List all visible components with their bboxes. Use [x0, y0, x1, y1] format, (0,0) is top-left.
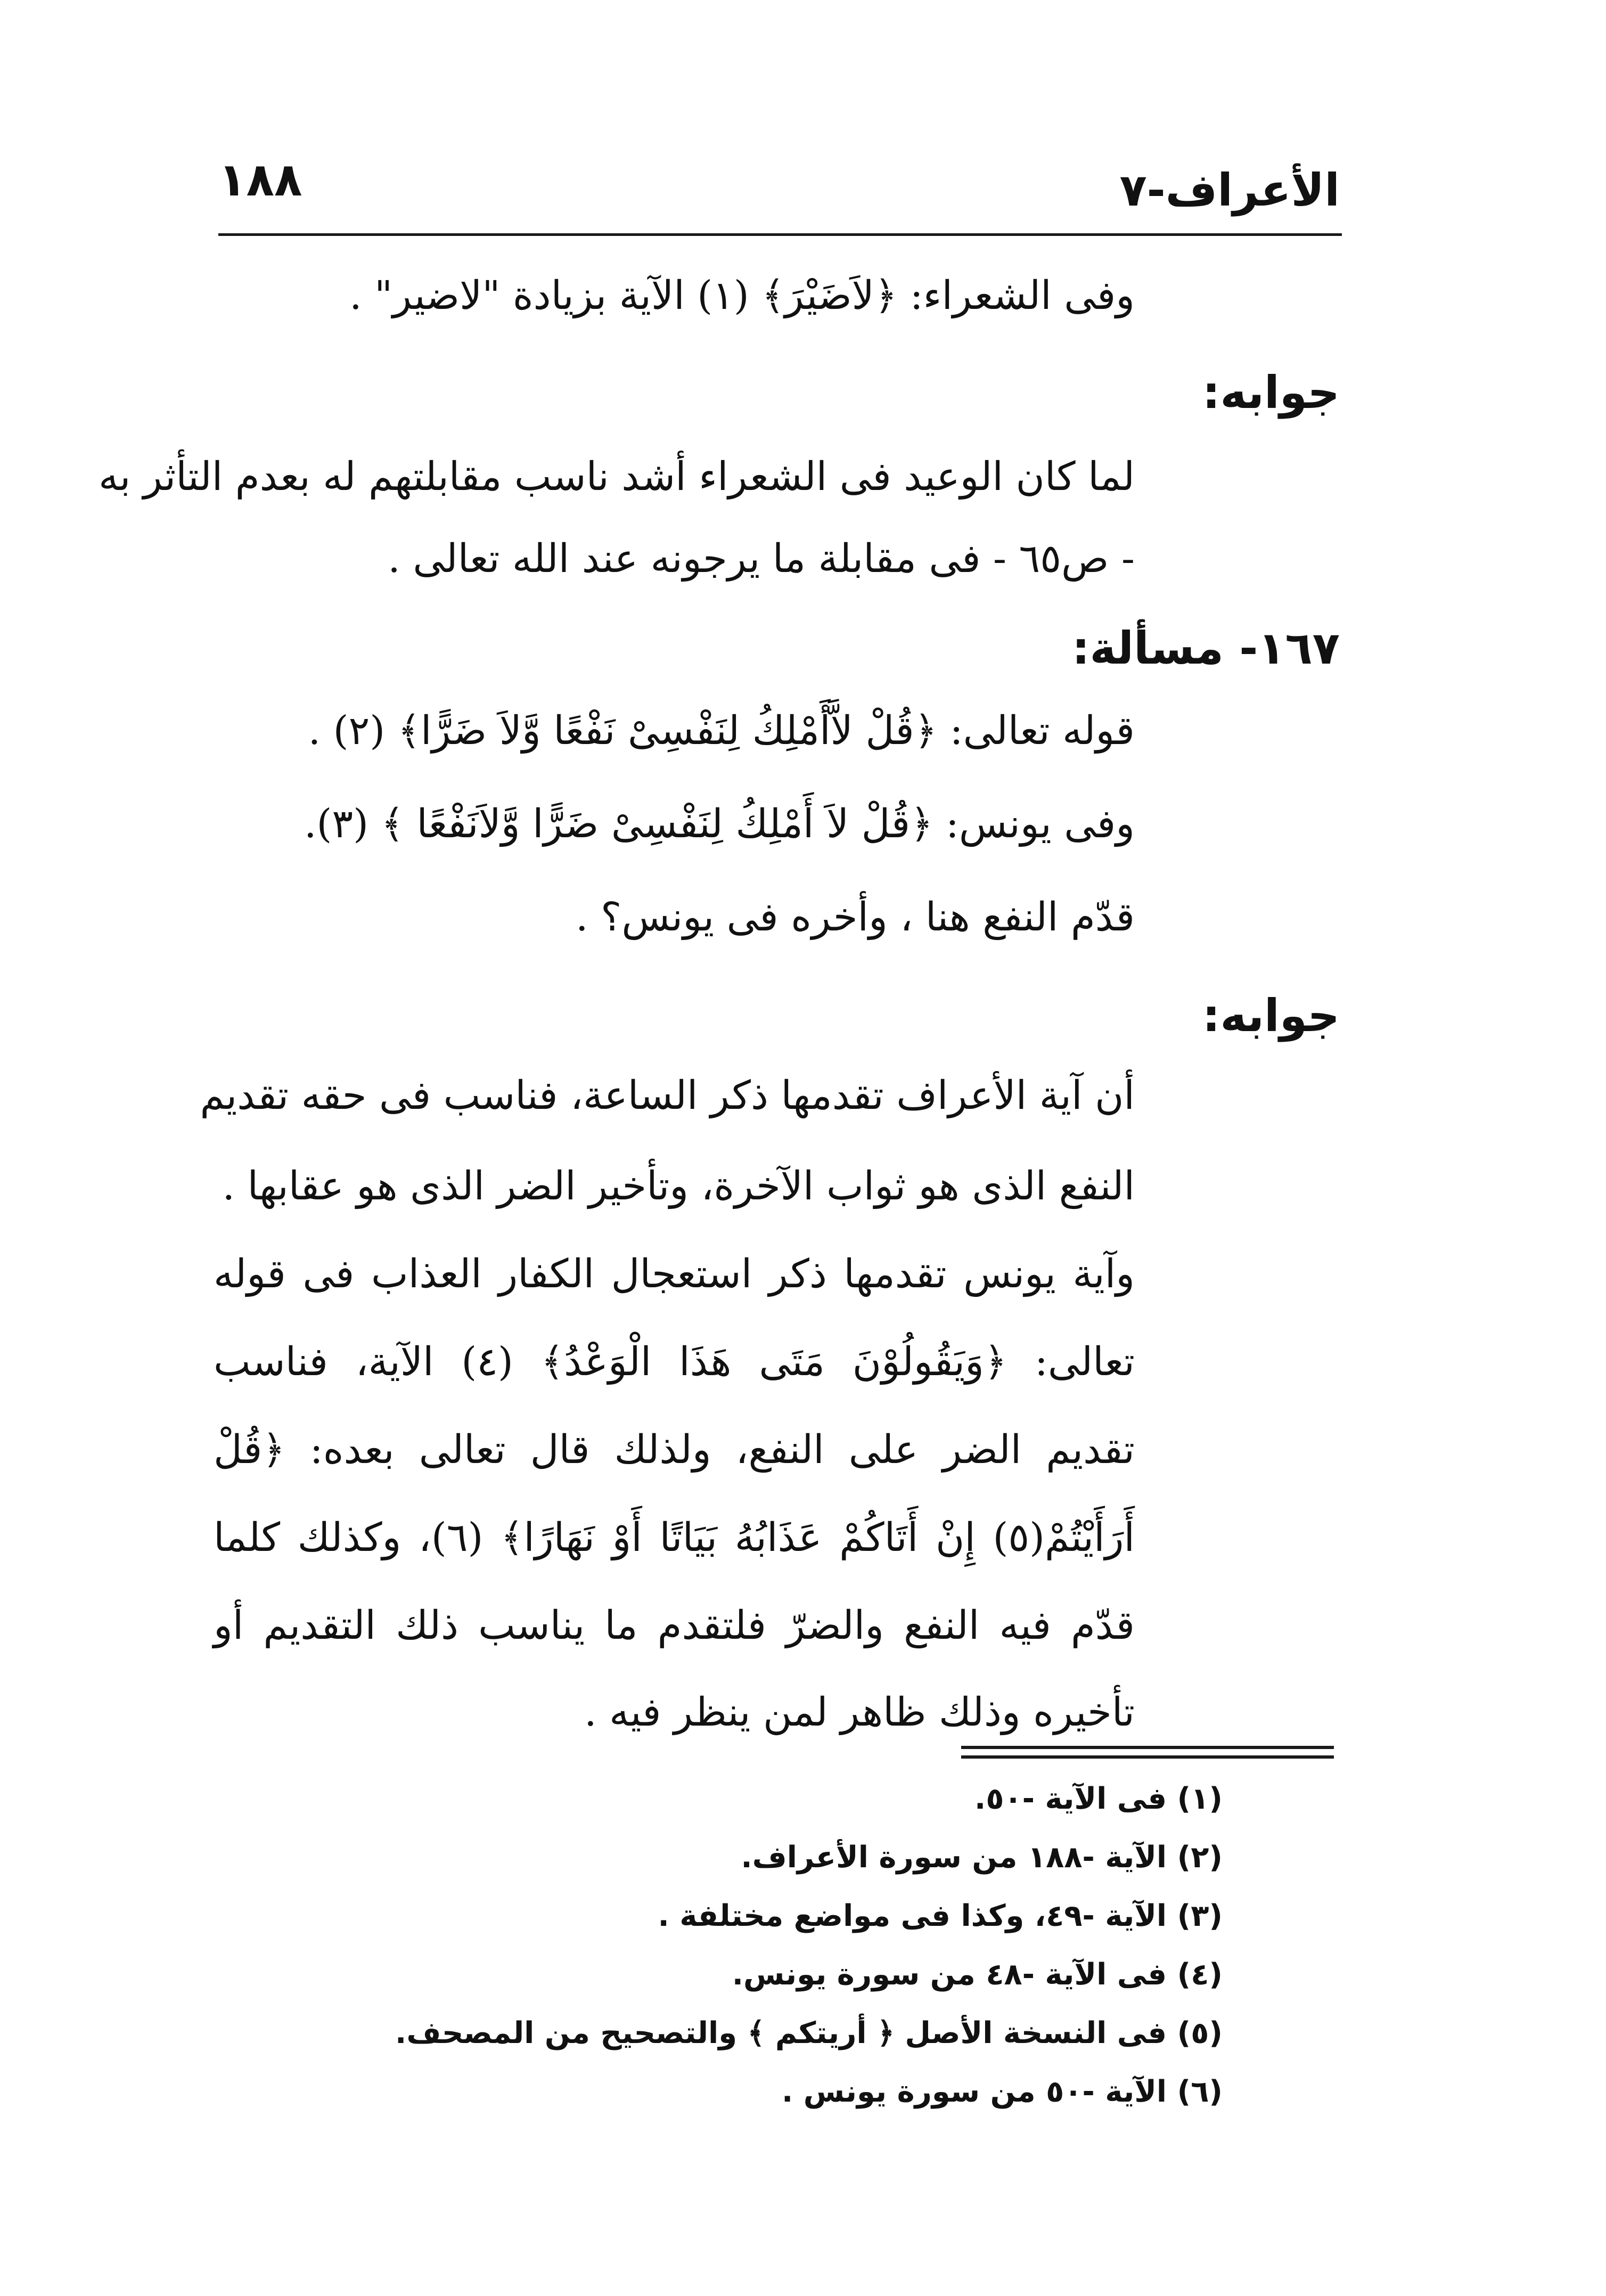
footnote: (٤) فى الآية -٤٨ من سورة يونس. — [732, 1957, 1223, 1992]
question-heading: ١٦٧- مسألة: — [1071, 622, 1340, 674]
text-line: تعالى: ﴿وَيَقُولُوْنَ مَتَى هَذَا الْوَعْدُ﴾ (٤) الآية، فناسب — [214, 1339, 1135, 1385]
text-line: تقديم الضر على النفع، ولذلك قال تعالى بعده: ﴿قُلْ — [214, 1427, 1135, 1473]
footnote: (٥) فى النسخة الأصل ﴿ أريتكم ﴾ والتصحيح من المصحف. — [395, 2016, 1223, 2050]
footnote: (١) فى الآية -٥٠. — [974, 1782, 1223, 1816]
text-line: - ص٦٥ - فى مقابلة ما يرجونه عند الله تعالى . — [388, 536, 1135, 582]
running-title: الأعراف-٧ — [1119, 164, 1340, 216]
text-line: أَرَأَيْتُمْ(٥) إِنْ أَتَاكُمْ عَذَابُهُ بَيَاتًا أَوْ نَهَارًا﴾ (٦)، وكذلك كلما — [214, 1515, 1135, 1560]
answer-heading: جوابه: — [1202, 366, 1340, 419]
text-line: وفى يونس: ﴿قُلْ لاَ أَمْلِكُ لِنَفْسِىْ ضَرًّا وَّلاَنَفْعًا ﴾ (٣). — [304, 801, 1135, 847]
footnote-rule — [961, 1746, 1334, 1749]
footnote-rule — [961, 1755, 1334, 1759]
text-line: قوله تعالى: ﴿قُلْ لاَّأَمْلِكُ لِنَفْسِىْ نَفْعًا وَّلاَ ضَرًّا﴾ (٢) . — [308, 708, 1135, 754]
text-line: أن آية الأعراف تقدمها ذكر الساعة، فناسب فى حقه تقديم — [200, 1073, 1135, 1118]
footnote: (٢) الآية -١٨٨ من سورة الأعراف. — [741, 1840, 1223, 1875]
text-line: لما كان الوعيد فى الشعراء أشد ناسب مقابلتهم له بعدم التأثر به — [99, 454, 1135, 500]
text-line: وفى الشعراء: ﴿لاَضَيْرَ﴾ (١) الآية بزيادة "لاضير" . — [349, 273, 1135, 318]
answer-heading: جوابه: — [1202, 990, 1340, 1042]
page-number: ١٨٨ — [218, 153, 302, 207]
text-line: وآية يونس تقدمها ذكر استعجال الكفار العذاب فى قوله — [214, 1251, 1135, 1297]
header-rule — [218, 233, 1342, 236]
footnote: (٣) الآية -٤٩، وكذا فى مواضع مختلفة . — [658, 1899, 1223, 1933]
footnote: (٦) الآية -٥٠ من سورة يونس . — [782, 2074, 1223, 2109]
text-line: تأخيره وذلك ظاهر لمن ينظر فيه . — [584, 1689, 1135, 1735]
text-line: قدّم فيه النفع والضرّ فلتقدم ما يناسب ذلك التقديم أو — [214, 1603, 1135, 1648]
text-line: قدّم النفع هنا ، وأخره فى يونس؟ . — [576, 894, 1135, 940]
text-line: النفع الذى هو ثواب الآخرة، وتأخير الضر الذى هو عقابها . — [222, 1163, 1135, 1209]
